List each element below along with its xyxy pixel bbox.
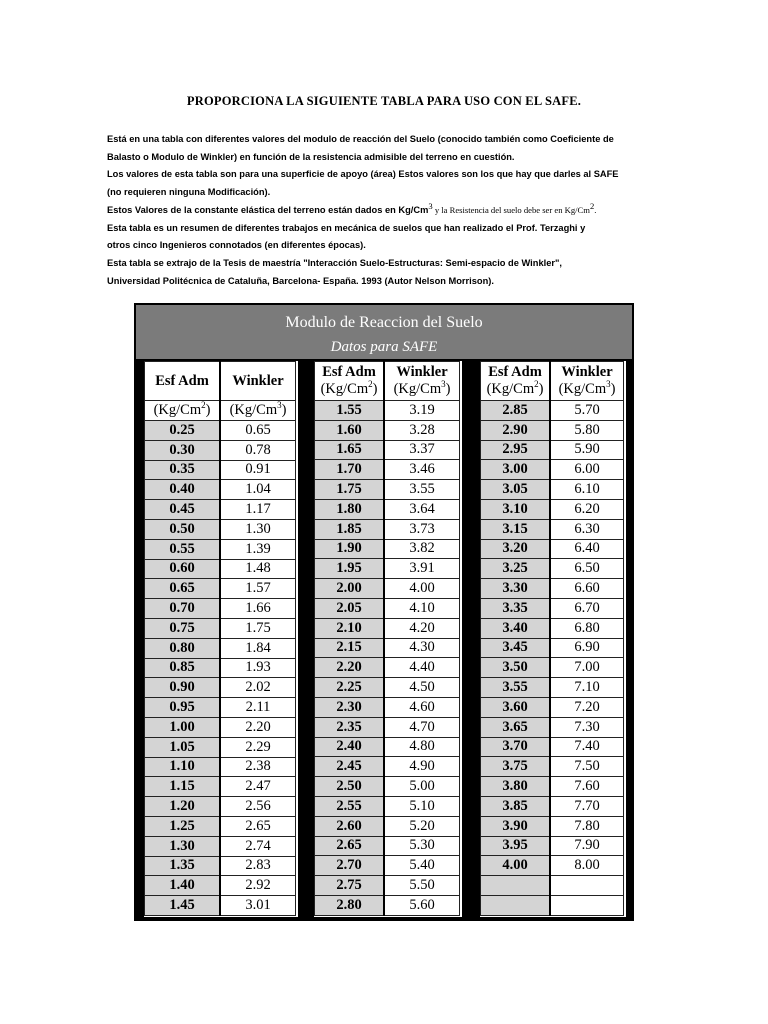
winkler-cell: 5.60 bbox=[384, 895, 460, 915]
table-row bbox=[145, 876, 296, 896]
column-separator bbox=[308, 361, 310, 917]
table-row bbox=[145, 816, 296, 836]
esf-adm-cell: 3.60 bbox=[481, 697, 551, 717]
winkler-cell: 4.50 bbox=[384, 678, 460, 698]
table-column-1 bbox=[144, 361, 298, 917]
esf-adm-cell: 4.00 bbox=[481, 856, 551, 876]
data-table bbox=[314, 361, 460, 916]
units-text: Estos Valores de la constante elástica del terreno están dados en Kg/Cm bbox=[107, 204, 429, 215]
table-row bbox=[145, 559, 296, 579]
table-row bbox=[145, 440, 296, 460]
table-row bbox=[481, 737, 624, 757]
table-row bbox=[481, 559, 624, 579]
winkler-cell bbox=[550, 876, 624, 896]
esf-adm-cell: 0.40 bbox=[145, 480, 221, 500]
table-row bbox=[145, 836, 296, 856]
table-subtitle: Datos para SAFE bbox=[330, 339, 438, 355]
table-row bbox=[145, 797, 296, 817]
table-row bbox=[145, 460, 296, 480]
table-row bbox=[315, 440, 460, 460]
esf-adm-cell: 1.85 bbox=[315, 519, 385, 539]
table-row bbox=[315, 678, 460, 698]
winkler-cell: 2.83 bbox=[220, 856, 296, 876]
table-row bbox=[145, 539, 296, 559]
table-row bbox=[315, 856, 460, 876]
winkler-cell: 4.60 bbox=[384, 697, 460, 717]
table-row bbox=[481, 480, 624, 500]
esf-adm-cell: 2.50 bbox=[315, 777, 385, 797]
table-row bbox=[481, 856, 624, 876]
header-unit-winkler: (Kg/Cm$^3$) bbox=[220, 401, 296, 421]
esf-adm-cell: 3.15 bbox=[481, 519, 551, 539]
esf-adm-cell: 0.75 bbox=[145, 618, 221, 638]
table-row bbox=[145, 737, 296, 757]
table-row bbox=[145, 678, 296, 698]
winkler-cell: 2.65 bbox=[220, 816, 296, 836]
winkler-cell: 3.37 bbox=[384, 440, 460, 460]
table-row bbox=[145, 777, 296, 797]
table-row bbox=[315, 480, 460, 500]
esf-adm-cell: 3.70 bbox=[481, 737, 551, 757]
table-row bbox=[145, 896, 296, 916]
esf-adm-cell: 1.60 bbox=[315, 420, 385, 440]
winkler-cell: 3.82 bbox=[384, 539, 460, 559]
table-row bbox=[145, 757, 296, 777]
esf-adm-cell bbox=[481, 895, 551, 915]
esf-adm-cell: 1.75 bbox=[315, 480, 385, 500]
intro-line: Está en una tabla con diferentes valores del modulo de reacción del Suelo (conocido también como Coeficiente de bbox=[107, 134, 614, 144]
winkler-cell: 3.28 bbox=[384, 420, 460, 440]
table-row bbox=[481, 876, 624, 896]
header-winkler-unit: Winkler (Kg/Cm$^3$) bbox=[384, 362, 460, 401]
esf-adm-cell: 3.85 bbox=[481, 796, 551, 816]
winkler-cell bbox=[550, 895, 624, 915]
winkler-cell: 4.30 bbox=[384, 638, 460, 658]
esf-adm-cell: 3.50 bbox=[481, 658, 551, 678]
table-row bbox=[145, 717, 296, 737]
winkler-cell: 6.50 bbox=[550, 559, 624, 579]
table-row bbox=[481, 777, 624, 797]
header-esf-adm-unit: Esf Adm (Kg/Cm$^2$) bbox=[481, 362, 551, 401]
winkler-cell: 2.11 bbox=[220, 698, 296, 718]
table-row bbox=[315, 658, 460, 678]
esf-adm-cell: 1.05 bbox=[145, 737, 221, 757]
esf-adm-cell: 1.00 bbox=[145, 717, 221, 737]
data-table bbox=[144, 361, 296, 916]
table-row bbox=[481, 895, 624, 915]
esf-adm-cell: 2.55 bbox=[315, 796, 385, 816]
table-row bbox=[481, 757, 624, 777]
esf-adm-cell: 3.40 bbox=[481, 618, 551, 638]
esf-adm-cell: 0.35 bbox=[145, 460, 221, 480]
esf-adm-cell: 3.45 bbox=[481, 638, 551, 658]
esf-adm-cell: 2.40 bbox=[315, 737, 385, 757]
table-row bbox=[481, 539, 624, 559]
winkler-cell: 7.40 bbox=[550, 737, 624, 757]
winkler-cell: 5.90 bbox=[550, 440, 624, 460]
winkler-cell: 6.40 bbox=[550, 539, 624, 559]
esf-adm-cell: 0.80 bbox=[145, 638, 221, 658]
table-row bbox=[145, 421, 296, 441]
intro-line: Balasto o Modulo de Winkler) en función de la resistencia admisible del terreno en cuestión. bbox=[107, 151, 515, 162]
intro-paragraph bbox=[107, 131, 667, 290]
esf-adm-cell: 3.55 bbox=[481, 678, 551, 698]
esf-adm-cell bbox=[481, 876, 551, 896]
esf-adm-cell: 3.95 bbox=[481, 836, 551, 856]
table-row bbox=[315, 796, 460, 816]
esf-adm-cell: 2.70 bbox=[315, 856, 385, 876]
table-row bbox=[145, 500, 296, 520]
intro-line: Esta tabla es un resumen de diferentes trabajos en mecánica de suelos que han realizado el Prof. Terzaghi y bbox=[107, 222, 586, 233]
winkler-cell: 3.19 bbox=[384, 401, 460, 421]
table-row bbox=[145, 519, 296, 539]
intro-line: Esta tabla se extrajo de la Tesis de maestría "Interacción Suelo-Estructuras: Semi-espacio de Winkler", bbox=[107, 257, 562, 268]
winkler-cell: 0.91 bbox=[220, 460, 296, 480]
intro-line: (no requieren ninguna Modificación). bbox=[107, 187, 271, 198]
table-row bbox=[315, 499, 460, 519]
esf-adm-cell: 1.40 bbox=[145, 876, 221, 896]
esf-adm-cell: 2.60 bbox=[315, 816, 385, 836]
table-row bbox=[481, 658, 624, 678]
winkler-cell: 5.00 bbox=[384, 777, 460, 797]
winkler-cell: 7.80 bbox=[550, 816, 624, 836]
table-row bbox=[315, 579, 460, 599]
table-row bbox=[315, 638, 460, 658]
winkler-cell: 4.20 bbox=[384, 618, 460, 638]
intro-line: Universidad Politécnica de Cataluña, Barcelona- España. 1993 (Autor Nelson Morrison). bbox=[107, 275, 494, 286]
table-row bbox=[315, 816, 460, 836]
winkler-cell: 6.60 bbox=[550, 579, 624, 599]
esf-adm-cell: 1.55 bbox=[315, 401, 385, 421]
table-row bbox=[145, 599, 296, 619]
esf-adm-cell: 3.30 bbox=[481, 579, 551, 599]
esf-adm-cell: 3.65 bbox=[481, 717, 551, 737]
esf-adm-cell: 3.20 bbox=[481, 539, 551, 559]
table-row bbox=[481, 836, 624, 856]
table-row bbox=[145, 480, 296, 500]
table-row bbox=[481, 816, 624, 836]
units-superscript: 3 bbox=[428, 200, 433, 211]
header-esf-adm: Esf Adm bbox=[145, 362, 221, 401]
table-row bbox=[315, 420, 460, 440]
winkler-cell: 2.47 bbox=[220, 777, 296, 797]
esf-adm-cell: 2.85 bbox=[481, 401, 551, 421]
winkler-cell: 6.70 bbox=[550, 598, 624, 618]
units-period: . bbox=[594, 204, 597, 215]
winkler-cell: 5.40 bbox=[384, 856, 460, 876]
winkler-cell: 5.20 bbox=[384, 816, 460, 836]
winkler-cell: 1.75 bbox=[220, 618, 296, 638]
table-row bbox=[481, 717, 624, 737]
winkler-cell: 5.50 bbox=[384, 876, 460, 896]
table-row bbox=[315, 519, 460, 539]
table-row bbox=[481, 618, 624, 638]
esf-adm-cell: 2.10 bbox=[315, 618, 385, 638]
winkler-cell: 2.38 bbox=[220, 757, 296, 777]
winkler-cell: 2.02 bbox=[220, 678, 296, 698]
winkler-cell: 6.00 bbox=[550, 460, 624, 480]
winkler-cell: 6.10 bbox=[550, 480, 624, 500]
winkler-cell: 5.70 bbox=[550, 401, 624, 421]
table-row bbox=[145, 856, 296, 876]
table-column-3 bbox=[480, 361, 626, 917]
esf-adm-cell: 0.45 bbox=[145, 500, 221, 520]
header-unit-esf: (Kg/Cm$^2$) bbox=[145, 401, 221, 421]
winkler-cell: 7.10 bbox=[550, 678, 624, 698]
esf-adm-cell: 0.60 bbox=[145, 559, 221, 579]
table-row bbox=[315, 717, 460, 737]
winkler-cell: 6.90 bbox=[550, 638, 624, 658]
column-separator bbox=[304, 361, 306, 917]
table-row bbox=[145, 579, 296, 599]
column-separator bbox=[473, 361, 475, 917]
esf-adm-cell: 1.10 bbox=[145, 757, 221, 777]
table-row bbox=[481, 460, 624, 480]
table-row bbox=[315, 836, 460, 856]
winkler-cell: 2.29 bbox=[220, 737, 296, 757]
esf-adm-cell: 2.80 bbox=[315, 895, 385, 915]
esf-adm-cell: 0.70 bbox=[145, 599, 221, 619]
esf-adm-cell: 0.65 bbox=[145, 579, 221, 599]
winkler-cell: 3.64 bbox=[384, 499, 460, 519]
units-tail: y la Resistencia del suelo debe ser en Kg/Cm bbox=[432, 204, 590, 215]
table-row bbox=[315, 876, 460, 896]
winkler-cell: 1.93 bbox=[220, 658, 296, 678]
winkler-cell: 3.73 bbox=[384, 519, 460, 539]
table-row bbox=[315, 757, 460, 777]
winkler-cell: 5.10 bbox=[384, 796, 460, 816]
esf-adm-cell: 1.20 bbox=[145, 797, 221, 817]
units-superscript: 2 bbox=[589, 200, 595, 211]
header-winkler: Winkler bbox=[220, 362, 296, 401]
winkler-cell: 1.48 bbox=[220, 559, 296, 579]
esf-adm-cell: 2.35 bbox=[315, 717, 385, 737]
winkler-cell: 7.30 bbox=[550, 717, 624, 737]
esf-adm-cell: 2.95 bbox=[481, 440, 551, 460]
esf-adm-cell: 3.25 bbox=[481, 559, 551, 579]
winkler-cell: 1.66 bbox=[220, 599, 296, 619]
winkler-cell: 7.20 bbox=[550, 697, 624, 717]
table-row bbox=[315, 697, 460, 717]
esf-adm-cell: 2.90 bbox=[481, 420, 551, 440]
intro-line: otros cinco Ingenieros connotados (en diferentes épocas). bbox=[107, 240, 366, 251]
table-row bbox=[145, 618, 296, 638]
winkler-cell: 1.17 bbox=[220, 500, 296, 520]
intro-line-units bbox=[107, 202, 667, 220]
winkler-cell: 1.39 bbox=[220, 539, 296, 559]
winkler-cell: 1.30 bbox=[220, 519, 296, 539]
winkler-cell: 3.55 bbox=[384, 480, 460, 500]
esf-adm-cell: 2.65 bbox=[315, 836, 385, 856]
winkler-cell: 7.60 bbox=[550, 777, 624, 797]
esf-adm-cell: 0.85 bbox=[145, 658, 221, 678]
esf-adm-cell: 0.95 bbox=[145, 698, 221, 718]
winkler-cell: 3.46 bbox=[384, 460, 460, 480]
winkler-cell: 3.91 bbox=[384, 559, 460, 579]
table-row bbox=[315, 895, 460, 915]
esf-adm-cell: 3.00 bbox=[481, 460, 551, 480]
esf-adm-cell: 3.10 bbox=[481, 499, 551, 519]
esf-adm-cell: 1.30 bbox=[145, 836, 221, 856]
esf-adm-cell: 2.25 bbox=[315, 678, 385, 698]
esf-adm-cell: 1.45 bbox=[145, 896, 221, 916]
esf-adm-cell: 2.30 bbox=[315, 697, 385, 717]
table-row bbox=[481, 401, 624, 421]
winkler-cell: 6.30 bbox=[550, 519, 624, 539]
table-row bbox=[481, 638, 624, 658]
intro-line: Los valores de esta tabla son para una superficie de apoyo (área) Estos valores son los que hay que darles al SAFE bbox=[107, 169, 619, 180]
table-row bbox=[481, 598, 624, 618]
table-column-2 bbox=[314, 361, 462, 917]
table-row bbox=[315, 737, 460, 757]
winkler-cell: 5.80 bbox=[550, 420, 624, 440]
winkler-cell: 4.00 bbox=[384, 579, 460, 599]
esf-adm-cell: 0.30 bbox=[145, 440, 221, 460]
winkler-cell: 4.10 bbox=[384, 598, 460, 618]
table-row bbox=[315, 539, 460, 559]
winkler-cell: 6.20 bbox=[550, 499, 624, 519]
esf-adm-cell: 2.75 bbox=[315, 876, 385, 896]
table-row bbox=[481, 440, 624, 460]
winkler-cell: 4.80 bbox=[384, 737, 460, 757]
winkler-cell: 7.00 bbox=[550, 658, 624, 678]
winkler-cell: 2.56 bbox=[220, 797, 296, 817]
esf-adm-cell: 1.90 bbox=[315, 539, 385, 559]
winkler-cell: 5.30 bbox=[384, 836, 460, 856]
winkler-cell: 2.20 bbox=[220, 717, 296, 737]
table-row bbox=[315, 401, 460, 421]
column-separator bbox=[468, 361, 470, 917]
esf-adm-cell: 1.95 bbox=[315, 559, 385, 579]
table-row bbox=[315, 618, 460, 638]
esf-adm-cell: 1.65 bbox=[315, 440, 385, 460]
winkler-cell: 7.90 bbox=[550, 836, 624, 856]
esf-adm-cell: 2.00 bbox=[315, 579, 385, 599]
table-row bbox=[315, 559, 460, 579]
esf-adm-cell: 3.75 bbox=[481, 757, 551, 777]
winkler-cell: 4.90 bbox=[384, 757, 460, 777]
esf-adm-cell: 0.90 bbox=[145, 678, 221, 698]
esf-adm-cell: 2.15 bbox=[315, 638, 385, 658]
esf-adm-cell: 3.05 bbox=[481, 480, 551, 500]
table-row bbox=[315, 598, 460, 618]
esf-adm-cell: 1.25 bbox=[145, 816, 221, 836]
esf-adm-cell: 0.55 bbox=[145, 539, 221, 559]
esf-adm-cell: 3.90 bbox=[481, 816, 551, 836]
esf-adm-cell: 1.70 bbox=[315, 460, 385, 480]
header-winkler-unit: Winkler (Kg/Cm$^3$) bbox=[550, 362, 624, 401]
winkler-cell: 1.04 bbox=[220, 480, 296, 500]
table-row bbox=[481, 697, 624, 717]
esf-adm-cell: 3.35 bbox=[481, 598, 551, 618]
table-row bbox=[145, 658, 296, 678]
table-header-band bbox=[136, 305, 632, 359]
table-row bbox=[315, 460, 460, 480]
winkler-cell: 7.50 bbox=[550, 757, 624, 777]
winkler-cell: 0.78 bbox=[220, 440, 296, 460]
winkler-cell: 0.65 bbox=[220, 421, 296, 441]
esf-adm-cell: 1.35 bbox=[145, 856, 221, 876]
header-esf-adm-unit: Esf Adm (Kg/Cm$^2$) bbox=[315, 362, 385, 401]
esf-adm-cell: 3.80 bbox=[481, 777, 551, 797]
esf-adm-cell: 1.80 bbox=[315, 499, 385, 519]
esf-adm-cell: 2.20 bbox=[315, 658, 385, 678]
table-row bbox=[145, 638, 296, 658]
table-row bbox=[481, 420, 624, 440]
table-row bbox=[481, 519, 624, 539]
table-title: Modulo de Reaccion del Suelo bbox=[285, 314, 483, 331]
winkler-cell: 8.00 bbox=[550, 856, 624, 876]
table-row bbox=[315, 777, 460, 797]
winkler-cell: 2.74 bbox=[220, 836, 296, 856]
table-row bbox=[481, 499, 624, 519]
esf-adm-cell: 0.50 bbox=[145, 519, 221, 539]
document-title: PROPORCIONA LA SIGUIENTE TABLA PARA USO CON EL SAFE. bbox=[186, 94, 582, 108]
table-row bbox=[481, 579, 624, 599]
winkler-cell: 2.92 bbox=[220, 876, 296, 896]
winkler-cell: 6.80 bbox=[550, 618, 624, 638]
esf-adm-cell: 0.25 bbox=[145, 421, 221, 441]
table-row bbox=[145, 698, 296, 718]
winkler-cell: 7.70 bbox=[550, 796, 624, 816]
esf-adm-cell: 2.45 bbox=[315, 757, 385, 777]
esf-adm-cell: 1.15 bbox=[145, 777, 221, 797]
winkler-cell: 1.57 bbox=[220, 579, 296, 599]
winkler-cell: 4.70 bbox=[384, 717, 460, 737]
table-row bbox=[481, 678, 624, 698]
winkler-cell: 1.84 bbox=[220, 638, 296, 658]
winkler-cell: 4.40 bbox=[384, 658, 460, 678]
winkler-cell: 3.01 bbox=[220, 896, 296, 916]
table-row bbox=[481, 796, 624, 816]
data-table bbox=[480, 361, 624, 916]
esf-adm-cell: 2.05 bbox=[315, 598, 385, 618]
